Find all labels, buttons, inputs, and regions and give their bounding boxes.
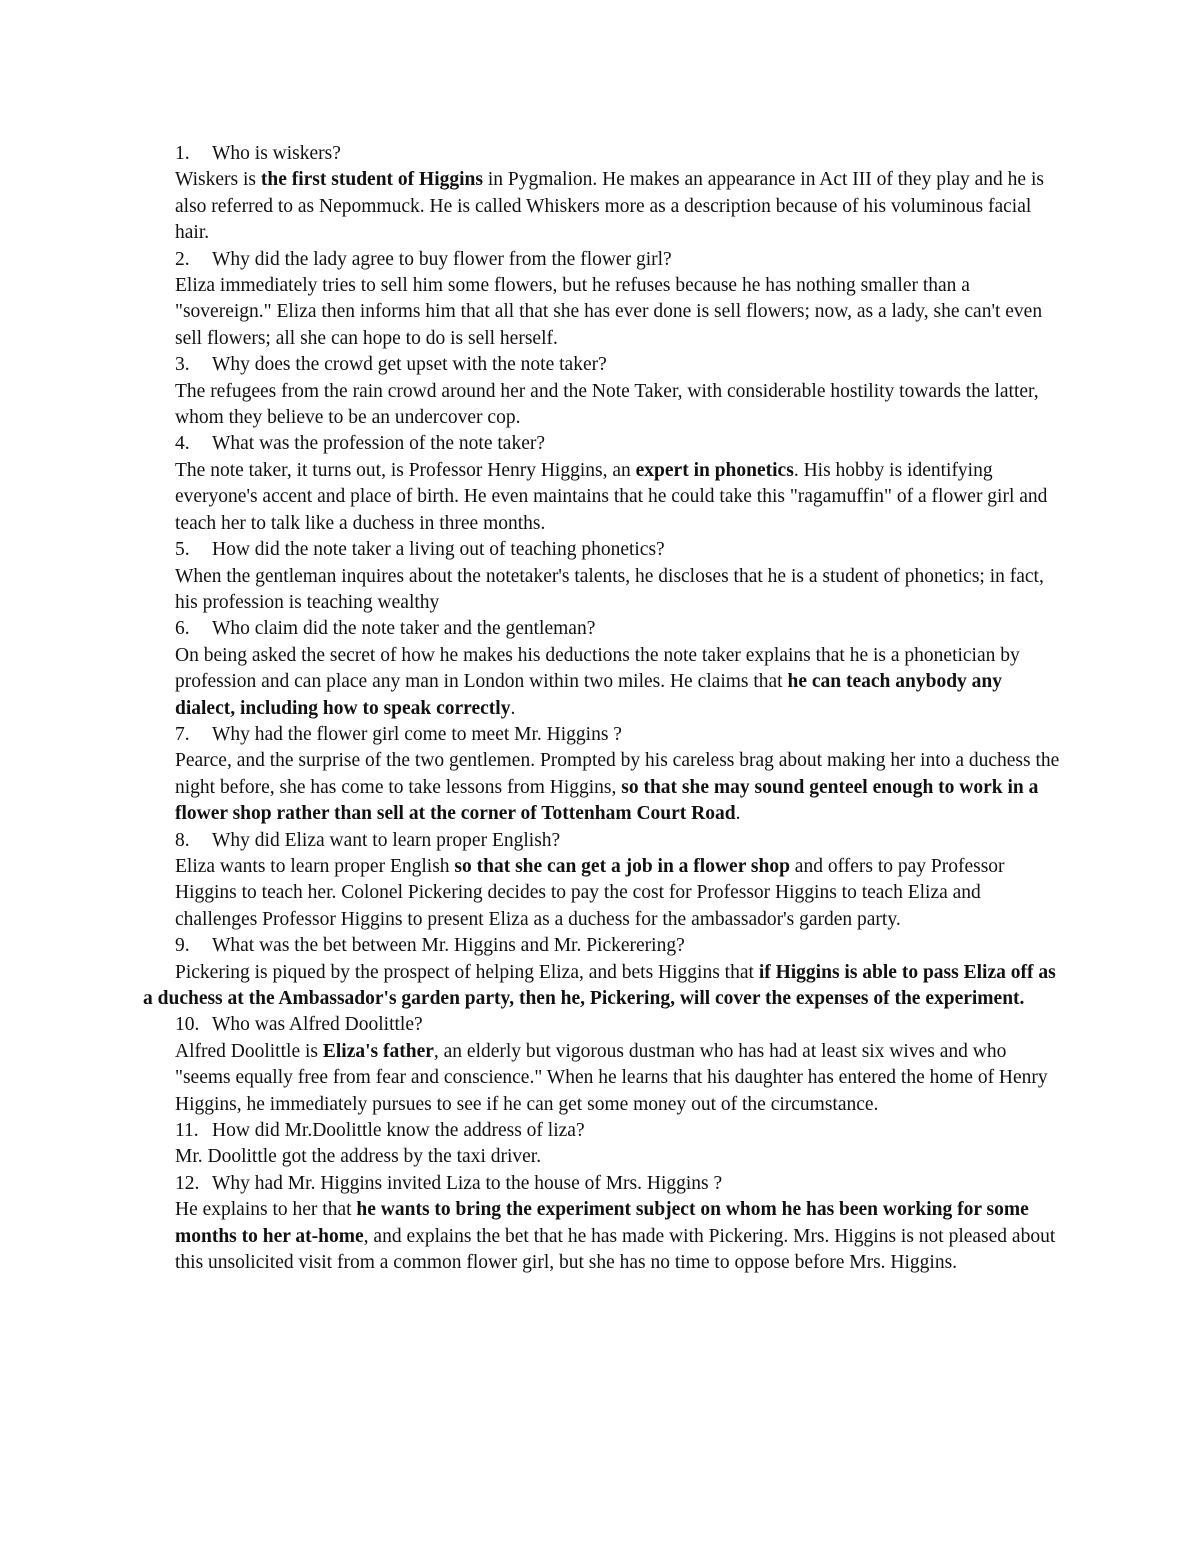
answer-paragraph bbox=[175, 1039, 1060, 1118]
answer-bold-text: so that she can get a job in a flower shop bbox=[454, 855, 790, 877]
question-number: 6. bbox=[175, 618, 190, 640]
answer-text: On being asked the secret of how he makes his deductions the note taker explains that he is a phonetician by profession and can place any man in London within two miles. He claims that bbox=[175, 644, 1020, 693]
answer-text: The note taker, it turns out, is Professor Henry Higgins, an bbox=[175, 459, 636, 481]
answer-text: , an elderly but vigorous dustman who has had at least six wives and who "seems equally free from fear and conscience." When he learns that his daughter has entered the home of Henry Higgins, he immediately pursues to see if he can get some money out of the circumstance. bbox=[175, 1040, 1048, 1115]
answer-paragraph bbox=[143, 960, 1060, 1013]
question-line bbox=[175, 247, 1060, 273]
answer-text: Eliza immediately tries to sell him some flowers, but he refuses because he has nothing smaller than a "sovereign." Eliza then informs him that all that she has ever done is sell flowers; now, as a lady, she can't even sell flowers; all she can hope to do is sell herself. bbox=[175, 275, 1043, 349]
question-line bbox=[175, 1171, 1060, 1197]
question-text: Why had the flower girl come to meet Mr. Higgins ? bbox=[212, 723, 622, 745]
answer-paragraph bbox=[175, 748, 1060, 827]
answer-paragraph bbox=[175, 854, 1060, 933]
question-text: What was the profession of the note taker? bbox=[212, 433, 546, 455]
question-number: 9. bbox=[175, 935, 190, 957]
question-line bbox=[175, 722, 1060, 748]
qa-list bbox=[143, 141, 1060, 1276]
question-number: 4. bbox=[175, 433, 190, 455]
answer-paragraph bbox=[175, 167, 1060, 246]
answer-text: When the gentleman inquires about the notetaker's talents, he discloses that he is a student of phonetics; in fact, his profession is teaching wealthy bbox=[175, 565, 1044, 613]
answer-bold-text: the first student of Higgins bbox=[260, 169, 483, 191]
answer-bold-text: he wants to bring the experiment subject on whom he has been working for some months to her at-home bbox=[175, 1199, 1029, 1247]
question-number: 1. bbox=[175, 143, 190, 164]
question-line bbox=[175, 828, 1060, 854]
answer-text: He explains to her that bbox=[175, 1199, 357, 1221]
answer-text: Eliza wants to learn proper English bbox=[175, 855, 455, 877]
question-number: 3. bbox=[175, 354, 190, 376]
question-text: Why does the crowd get upset with the note taker? bbox=[212, 354, 607, 376]
question-number: 7. bbox=[175, 723, 190, 745]
answer-bold-text: Eliza's father bbox=[322, 1040, 434, 1062]
question-text: Who was Alfred Doolittle? bbox=[212, 1014, 423, 1036]
answer-paragraph bbox=[175, 379, 1060, 432]
answer-text: Pickering is piqued by the prospect of helping Eliza, and bets Higgins that bbox=[175, 961, 759, 983]
answer-bold-text: he can teach anybody any dialect, including how to speak correctly bbox=[175, 671, 1003, 719]
question-number: 11. bbox=[175, 1120, 199, 1142]
answer-paragraph bbox=[175, 564, 1060, 617]
question-line bbox=[175, 352, 1060, 378]
answer-text: The refugees from the rain crowd around her and the Note Taker, with considerable hostility towards the latter, whom they believe to be an undercover cop. bbox=[175, 380, 1039, 429]
question-number: 8. bbox=[175, 829, 190, 851]
question-number: 5. bbox=[175, 539, 190, 561]
answer-text: Mr. Doolittle got the address by the taxi driver. bbox=[175, 1146, 542, 1168]
question-text: Who claim did the note taker and the gentleman? bbox=[212, 618, 596, 640]
question-line bbox=[175, 431, 1060, 457]
question-text: Why did Eliza want to learn proper English? bbox=[212, 829, 561, 851]
answer-paragraph bbox=[175, 458, 1060, 537]
answer-paragraph bbox=[175, 273, 1060, 352]
answer-text: . His hobby is identifying everyone's accent and place of birth. He even maintains that he could take this "ragamuffin" of a flower girl and teach her to talk like a duchess in three months. bbox=[175, 459, 1048, 534]
question-text: Why had Mr. Higgins invited Liza to the house of Mrs. Higgins ? bbox=[212, 1172, 723, 1194]
question-line bbox=[175, 1012, 1060, 1038]
question-text: How did Mr.Doolittle know the address of liza? bbox=[212, 1120, 585, 1142]
answer-bold-text: if Higgins is able to pass Eliza off as a duchess at the Ambassador's garden party, then he, Pickering, will cover the expenses of the experiment. bbox=[143, 961, 1056, 1009]
question-text: What was the bet between Mr. Higgins and Mr. Pickerering? bbox=[212, 935, 685, 957]
answer-paragraph bbox=[175, 1197, 1060, 1276]
question-text: How did the note taker a living out of teaching phonetics? bbox=[212, 539, 665, 561]
question-line bbox=[175, 537, 1060, 563]
answer-text: Wiskers is bbox=[175, 169, 261, 191]
question-number: 10. bbox=[175, 1014, 200, 1036]
question-number: 12. bbox=[175, 1172, 200, 1194]
question-line bbox=[175, 616, 1060, 642]
answer-text: , and explains the bet that he has made with Pickering. Mrs. Higgins is not pleased about this unsolicited visit from a common flower girl, but she has no time to oppose before Mrs. Higgins. bbox=[175, 1225, 1056, 1274]
question-text: Why did the lady agree to buy flower from the flower girl? bbox=[212, 248, 672, 270]
answer-bold-text: so that she may sound genteel enough to work in a flower shop rather than sell at the corner of Tottenham Court Road bbox=[175, 776, 1039, 825]
answer-text: . bbox=[735, 803, 741, 825]
answer-text: and offers to pay Professor Higgins to teach her. Colonel Pickering decides to pay the cost for Professor Higgins to teach Eliza and challenges Professor Higgins to present Eliza as a duchess for the ambassador's garden party. bbox=[175, 855, 1005, 930]
answer-paragraph bbox=[175, 643, 1060, 722]
answer-paragraph bbox=[175, 1144, 1060, 1170]
answer-text: . bbox=[510, 697, 516, 719]
answer-text: Alfred Doolittle is bbox=[175, 1040, 323, 1062]
question-line bbox=[175, 933, 1060, 959]
question-line bbox=[175, 1118, 1060, 1144]
answer-text: Pearce, and the surprise of the two gentlemen. Prompted by his careless brag about making her into a duchess the night before, she has come to take lessons from Higgins, bbox=[175, 750, 1060, 798]
question-line bbox=[175, 141, 1060, 167]
question-number: 2. bbox=[175, 248, 190, 270]
question-text: Who is wiskers? bbox=[212, 143, 341, 164]
answer-text: in Pygmalion. He makes an appearance in Act III of they play and he is also referred to as Nepommuck. He is called Whiskers more as a description because of his voluminous facial hair. bbox=[175, 169, 1044, 244]
answer-bold-text: expert in phonetics bbox=[635, 459, 794, 481]
